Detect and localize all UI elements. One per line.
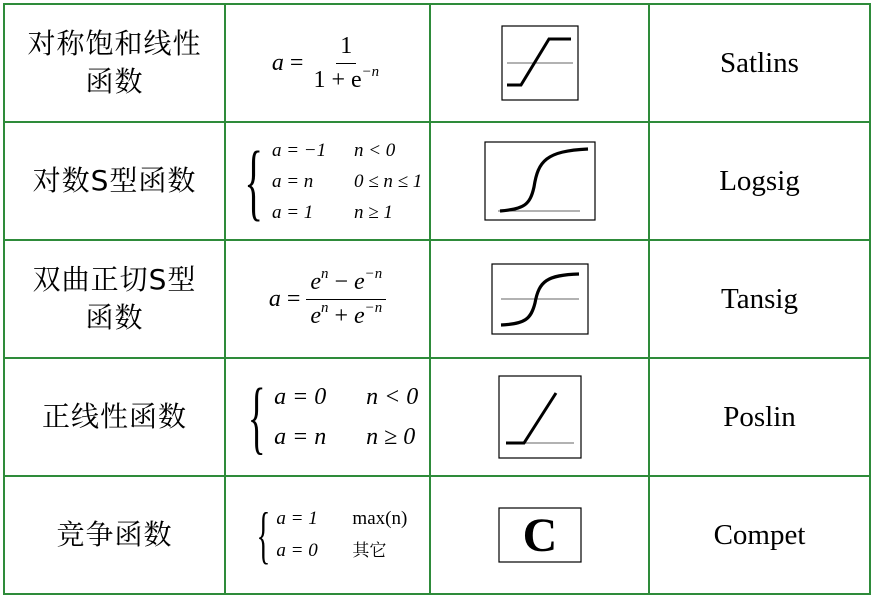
tansig-formula: a = $\frac{e^n - e^{-n}}{e^n + e^{-n}}$ (269, 269, 386, 330)
table-row (4, 240, 870, 358)
formula-case: a = n n ≥ 0 (274, 424, 416, 450)
graph-cell (430, 4, 649, 122)
logsig-formula (233, 135, 423, 228)
function-code: Tansig (721, 282, 798, 315)
poslin-formula (237, 371, 419, 462)
function-name: 对数S型函数 (32, 164, 197, 197)
formula-numerator: $e^n - e^{-n}$ (306, 269, 386, 300)
function-code-cell (649, 240, 870, 358)
function-name-cell (4, 122, 225, 240)
formula-case: a = 1 max(n) (276, 508, 408, 529)
compet-graph-letter: C (522, 509, 557, 562)
table-row (4, 122, 870, 240)
function-name-cell (4, 240, 225, 358)
formula-denominator: $e^n + e^{-n}$ (310, 299, 383, 329)
tansig-graph-icon (491, 263, 589, 335)
formula-cell (225, 476, 430, 594)
formula-cell (225, 4, 430, 122)
function-name: 双曲正切S型 函数 (32, 263, 197, 334)
formula-cell (225, 240, 430, 358)
graph-cell (430, 476, 649, 594)
function-code: Poslin (723, 400, 796, 433)
function-code-cell (649, 358, 870, 476)
formula-case: a = 0 其它 (276, 540, 387, 561)
satlins-graph-icon (501, 25, 579, 101)
left-brace: { (247, 371, 266, 462)
function-code-cell (649, 476, 870, 594)
function-code: Logsig (719, 164, 800, 197)
function-code: Compet (713, 518, 806, 551)
logsig-graph-icon (484, 141, 596, 221)
left-brace: { (256, 499, 270, 570)
formula-case: a = n 0 ≤ n ≤ 1 (271, 170, 423, 192)
formula-denominator: 1 + e (313, 66, 362, 93)
function-code: Satlins (720, 46, 799, 79)
left-brace: { (244, 133, 263, 229)
function-name-cell (4, 4, 225, 122)
compet-formula (248, 499, 408, 570)
table-row (4, 476, 870, 594)
formula-case: a = 0 n < 0 (274, 384, 419, 410)
function-name: 对称饱和线性 函数 (27, 27, 202, 98)
function-code-cell (649, 4, 870, 122)
formula-cell (225, 358, 430, 476)
formula-lhs: a (268, 285, 281, 312)
function-name: 竞争函数 (56, 518, 173, 551)
formula-case: a = 1 n ≥ 1 (271, 201, 393, 223)
activation-function-table (3, 3, 871, 595)
compet-graph-icon (498, 507, 582, 563)
graph-cell (430, 240, 649, 358)
function-name-cell (4, 358, 225, 476)
formula-lhs: a (271, 49, 284, 76)
graph-cell (430, 358, 649, 476)
formula-case: a = −1 n < 0 (271, 139, 396, 161)
satlins-formula: a = $\frac{1}{1 + e^{-n}}$ (271, 32, 380, 93)
table-row (4, 4, 870, 122)
table-row (4, 358, 870, 476)
formula-numerator: 1 (336, 33, 356, 64)
function-name: 正线性函数 (41, 400, 187, 433)
formula-exponent: −n (361, 63, 380, 80)
formula-cell (225, 122, 430, 240)
function-code-cell (649, 122, 870, 240)
graph-cell (430, 122, 649, 240)
function-name-cell (4, 476, 225, 594)
poslin-graph-icon (498, 375, 582, 459)
